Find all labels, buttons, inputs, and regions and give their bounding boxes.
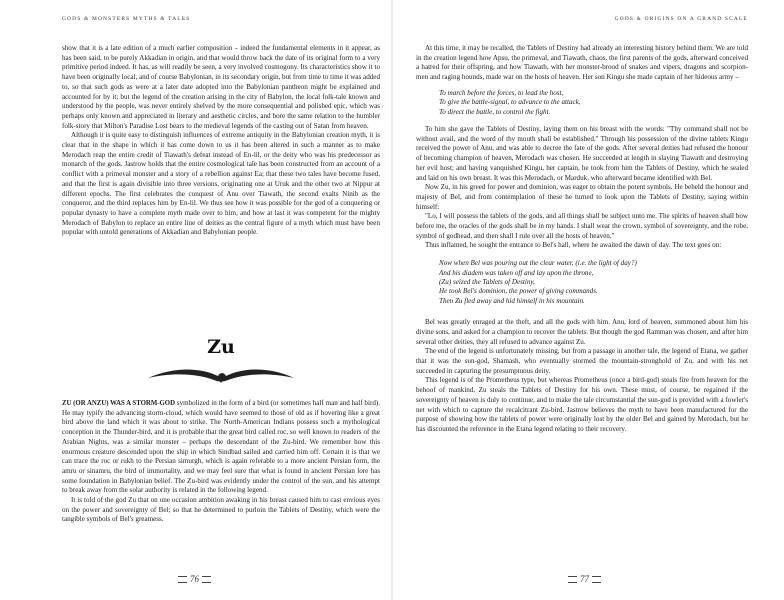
paragraph: show that it is a late edition of a much earlier composition – indeed the fundamental elements in it appear, as has been said, to be purely Akkadian in origin, and that would throw back the date of its original form to a very primitive period indeed. It has, as will readily be seen, a very involved cosmogony. Its characteristics show it to have been originally local, and of course Babylonian, in its secondary origin, but from time to time it was added to, so that such gods as were at a later date adopted into the Babylonian pantheon might be explained and accounted for by it; but the legend of the creation arising in the city of Babylon, the local folk-tale known and understood by the people, was never entirely shelved by the more consequential and polished epic, which was perhaps only known and appreciated in literary and aesthetic circles, and bore the same relation to the humbler folk-story that Milton's Paradise Lost bears to the medieval legends of the casting out of Satan from heaven. — [62, 44, 380, 130]
paragraph: "Lo, I will possess the tablets of the gods, and all things shall be subject unto me. The spirits of heaven shall bow before me, the oracles of the gods shall be in my hands. I shall wear the crown, symbol of sovereignty, and the robe, symbol of godhead, and then shall I rule over all the hosts of heaven." — [416, 212, 748, 240]
right-body — [416, 44, 748, 435]
page-number: 76 — [190, 574, 199, 584]
running-header-right: GODS & ORIGINS ON A GRAND SCALE — [614, 16, 748, 22]
right-page — [392, 0, 784, 600]
folio-ornament-icon — [592, 576, 601, 583]
verse-line: To direct the battle, to control the fight. — [439, 107, 551, 116]
folio-ornament-icon — [178, 576, 187, 583]
paragraph-text: symbolized in the form of a bird (or sometimes half man and half bird). He may typify the advancing storm-cloud, which would have seemed to those of old as if hovering like a great bird above the land which it was about to strike. The North-American Indians possess such a mythological conception in the Thunder-bird, and it is probable that the great bird called roc, so well known to readers of the Arabian Nights, was a similar monster – perhaps the descendant of the Zu-bird. We remember how this enormous creature descended upon the ship in which Sindbad sailed and carried him off. Certain it is that we can trace the roc or rukh to the Persian simurgh, which is again referable to a more ancient Persian form, the amru or sinamru, the bird of immortality, and we may feel sure that what is found in ancient Persian lore has some foundation in Babylonian belief. The Zu-bird was evidently under the control of the sun, and his attempt to break away from the solar authority is related in the following legend. — [62, 399, 380, 495]
paragraph: This legend is of the Prometheus type, but whereas Prometheus (once a bird-god) steals fire from heaven for the behoof of mankind, Zu steals the Tablets of Destiny for his own. These must, of course, be regained if the sovereignty of heaven is duly to continue, and to make the tale circumstantial the sun-god is provided with a fowler's net with which to capture the recalcitrant Zu-bird. Jastrow believes the myth to have been manufactured for the purpose of showing how the tablets of power were originally lost by the older Bel and gained by Merodach, but he has discounted the reference in the Etana legend relating to their recovery. — [416, 376, 748, 433]
page-number: 77 — [580, 574, 589, 584]
paragraph: Although it is quite easy to distinguish influences of extreme antiquity in the Babylonian creation myth, it is clear that in the shape in which it has come down to us it has been altered in such a manner as to make Merodach reap the entire credit of Tiawath's defeat instead of En-lil, or the deity who was his predecessor as monarch of the gods. Jastrow holds that the entire cosmological tale has been constructed from an account of a conflict with a primeval monster and a story of a rebellion against Ea; that these two tales have become fused, and that the first is again divisible into three versions, originating one at Uruk and the other two at Nippur at different epochs. The first celebrates the conquest of Anu over Tiawath, the second exalts Ninib as the conqueror, and the third replaces him by En-lil. We thus see how it was possible for the god of a conquering or popular dynasty to have a complete myth made over to him, and how at last it was competent for the mighty Merodach of Babylon to replace an entire line of deities as the central figure of a myth which must have been popular with untold generations of Akkadian and Babylonian people. — [62, 131, 380, 237]
left-body — [62, 44, 380, 238]
bird-ornament-icon — [146, 364, 296, 384]
verse-line: (Zu) seized the Tablets of Destiny, — [439, 277, 535, 286]
paragraph: It is told of the god Zu that on one occasion ambition awaking in his breast caused him to cast envious eyes on the power and sovereignty of Bel; so that he determined to purloin the Tablets of Destiny, which were the tangible symbols of Bel's greatness. — [62, 496, 380, 524]
page-number-right — [568, 574, 601, 584]
lead-in: ZU (OR ANZU) WAS A STORM-GOD — [62, 400, 175, 407]
running-header-left: GODS & MONSTERS MYTHS & TALES — [62, 16, 191, 22]
verse-line: Now when Bel was pouring out the clear water, (i.e. the light of day?) — [439, 259, 637, 268]
page-number-left — [178, 574, 211, 584]
verse-line: To give the battle-signal, to advance to the attack, — [439, 98, 581, 107]
paragraph: Thus inflamed, he sought the entrance to Bel's hall, where he awaited the dawn of day. The text goes on: — [425, 241, 722, 250]
verse-line: Then Zu fled away and hid himself in his mountain. — [439, 296, 585, 305]
paragraph: Now Zu, in his greed for power and dominion, was eager to obtain the potent symbols. He beheld the honour and majesty of Bel, and from contemplation of these he turned to look upon the Tablets of Destiny, saying within himself: — [416, 183, 748, 211]
verse-line: To march before the forces, to lead the host, — [439, 88, 564, 97]
paragraph: The end of the legend is unfortunately missing, but from a passage in another tale, the legend of Etana, we gather that it was the sun-god, Shamash, who eventually stormed the mountain-stronghold of Zu, and with his net succeeded in capturing the presumptuous deity. — [416, 347, 748, 375]
paragraph: To him she gave the Tablets of Destiny, laying them on his breast with the words: "Thy command shall not be without avail, and the word of thy mouth shall be established." Through his possession of the divine tablets Kingu received the power of Anu, and was able to decree the fate of the gods. After several deities had refused the honour of becoming champion of heaven, Merodach was chosen. He succeeded at length in slaying Tiawath and destroying her evil host; and having vanquished Kingu, her captain, he took from him the Tablets of Destiny, which he sealed and laid on his own breast. It was this Merodach, or Marduk, who afterward became identified with Bel. — [416, 125, 748, 182]
section-title: Zu — [207, 336, 235, 358]
verse-line: And his diadem was taken off and lay upon the throne, — [439, 268, 594, 277]
verse-line: He took Bel's dominion, the power of giving commands. — [439, 287, 598, 296]
paragraph: At this time, it may be recalled, the Tablets of Destiny had already an interesting history behind them. We are told in the creation legend how Apsu, the primeval, and Tiawath, chaos, the first parents of the gods, afterward conceived a hatred for their offspring, and how Tiawath, with her monster-brood of snakes and vipers, dragons and scorpion-men and raging hounds, made war on the hosts of heaven. Her son Kingu she made captain of her hideous army – — [416, 44, 748, 82]
folio-ornament-icon — [202, 576, 211, 583]
folio-ornament-icon — [568, 576, 577, 583]
paragraph: Bel was greatly enraged at the theft, and all the gods with him. Anu, lord of heaven, summoned about him his divine sons, and asked for a champion to recover the tablets. But though the god Ramman was chosen, and after him several other deities, they all refused to advance against Zu. — [416, 318, 748, 346]
zu-section-body — [62, 399, 380, 525]
verse-block — [439, 259, 748, 306]
paragraph — [62, 399, 380, 496]
verse-block — [439, 89, 748, 117]
